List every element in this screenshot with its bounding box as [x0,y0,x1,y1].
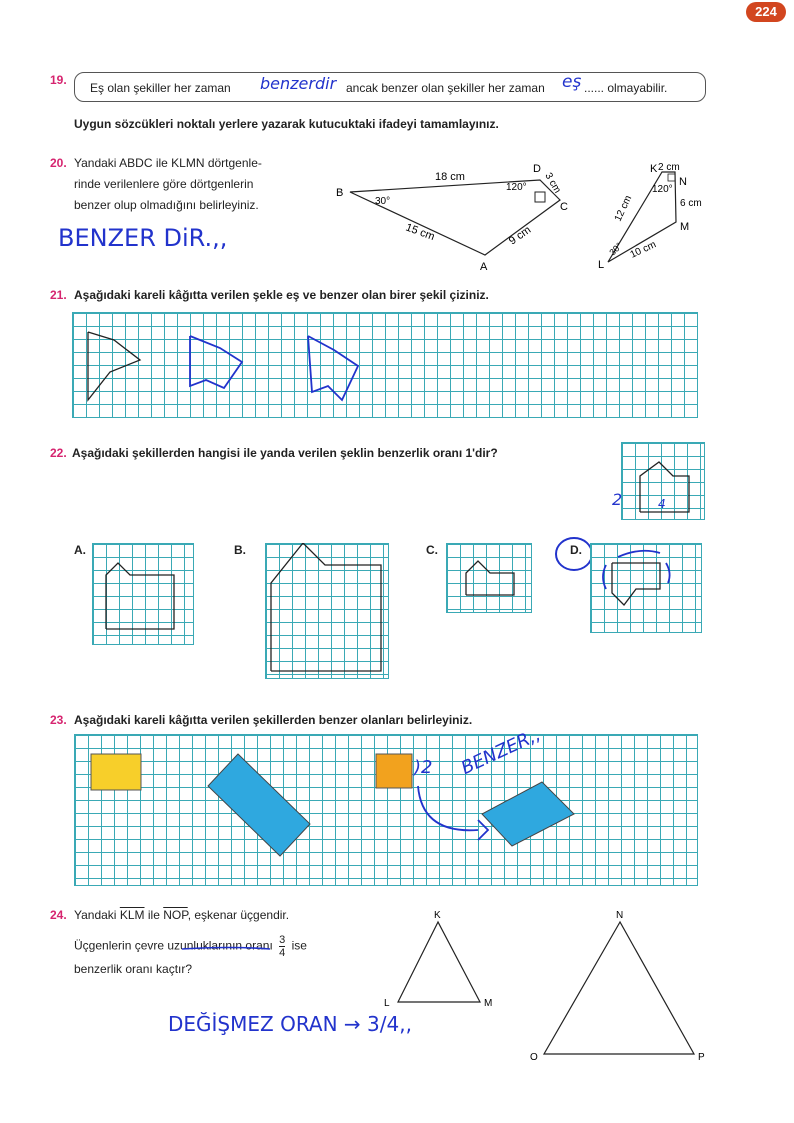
q19-part1: Eş olan şekiller her zaman [90,81,231,95]
q22-annot-4: 4 [658,497,666,511]
page-number-badge: 224 [746,2,786,22]
label-O2: O [530,1052,538,1063]
q24-frac-den: 4 [279,947,286,959]
label-KL: 12 cm [612,193,635,224]
drawn-shape-1 [190,336,242,388]
triangle-nop [544,922,694,1054]
label-DC: 3 cm [542,171,563,196]
q23-annot-2: )2 [414,757,433,778]
q24-line3: benzerlik oranı kaçtır? [74,962,193,976]
label-L2: L [384,998,390,1009]
q24-line1 [74,908,289,922]
drawn-shape-2 [308,336,358,400]
q21-number: 21. [50,288,67,302]
q22-number: 22. [50,446,67,460]
q22-option-b[interactable]: B. [234,543,246,557]
q21-text: Aşağıdaki kareli kâğıtta verilen şekle eş ve benzer olan birer şekil çiziniz. [74,288,489,302]
right-angle-n [668,174,675,181]
label-NM: 6 cm [680,198,702,209]
label-angD: 120° [506,182,527,193]
q23-text: Aşağıdaki kareli kâğıtta verilen şekillerden benzer olanları belirleyiniz. [74,713,473,727]
q24-frac-num: 3 [279,934,286,946]
q23-number: 23. [50,713,67,727]
right-angle-c [535,192,545,202]
label-M: M [680,221,690,233]
q19-instruction: Uygun sözcükleri noktalı yerlere yazarak kutucuktaki ifadeyi tamamlayınız. [74,117,499,131]
q22-option-d[interactable]: D. [570,543,582,557]
q21-drawings [72,312,696,416]
q20-number: 20. [50,156,67,170]
label-P2: P [698,1052,705,1063]
q22-option-a[interactable]: A. [74,543,86,557]
q24-underline [180,944,300,952]
q24-nop: $\overline{NOP}$ [163,908,188,922]
q24-line1-a: Yandaki [74,908,117,922]
q24-triangles [380,906,710,1066]
q22-shape-b [265,543,387,677]
label-BA: 15 cm [403,221,437,244]
q24-line1-b: ile [147,908,160,922]
label-KN: 2 cm [658,162,680,173]
q19-answer2: eş [562,72,582,92]
label-N2: N [616,910,624,921]
given-shape [88,332,140,400]
q20-line1: Yandaki ABDC ile KLMN dörtgenle- [74,156,262,170]
q19-part3: ...... olmayabilir. [584,81,668,95]
q22-shape-a [92,543,192,643]
q24-line1-c: , eşkenar üçgendir. [187,908,290,922]
q23-annot-benzer: BENZER,, [458,724,544,780]
orange-square [376,754,412,788]
label-C: C [560,201,568,213]
blue-rectangle-2 [482,782,574,846]
triangle-klm [398,922,480,1002]
q24-number: 24. [50,908,67,922]
q20-answer: BENZER DiR.,, [58,224,228,252]
label-K2: K [434,910,441,921]
q20-line3: benzer olup olmadığını belirleyiniz. [74,198,259,212]
label-B: B [336,187,344,199]
label-K: K [650,163,658,175]
label-M2: M [484,998,493,1009]
q24-line2-text: Üçgenlerin çevre uzunluklarının oranı [74,938,273,953]
label-angB: 30° [375,196,391,207]
q22-shape-d [590,543,700,631]
q19-number: 19. [50,73,67,87]
label-A: A [480,261,488,273]
label-LM: 10 cm [628,239,658,261]
label-AC: 9 cm [506,223,534,248]
q22-text: Aşağıdaki şekillerden hangisi ile yanda verilen şeklin benzerlik oranı 1'dir? [72,446,498,460]
label-angK: 120° [652,184,673,195]
blue-rectangle-1 [208,754,310,856]
yellow-rectangle [91,754,141,790]
q24-answer: DEĞİŞMEZ ORAN → 3/4,, [168,1012,412,1036]
label-L: L [598,259,605,271]
q22-option-c[interactable]: C. [426,543,438,557]
q22-annot-2: 2 [612,490,623,509]
q24-klm: $\overline{KLM}$ [119,908,145,922]
label-D: D [533,163,541,175]
label-BD: 18 cm [435,171,465,183]
q19-answer1: benzerdir [260,74,337,93]
label-angL: 30° [607,240,625,258]
q23-shapes [74,734,696,884]
quad-abdc [350,180,560,255]
q22-shape-c [446,543,530,611]
q20-figures [330,150,720,280]
q19-part2: ancak benzer olan şekiller her zaman [346,81,545,95]
q20-line2: rinde verilenlere göre dörtgenlerin [74,177,254,191]
q24-line2-end: ise [291,938,307,953]
label-N: N [679,176,687,188]
